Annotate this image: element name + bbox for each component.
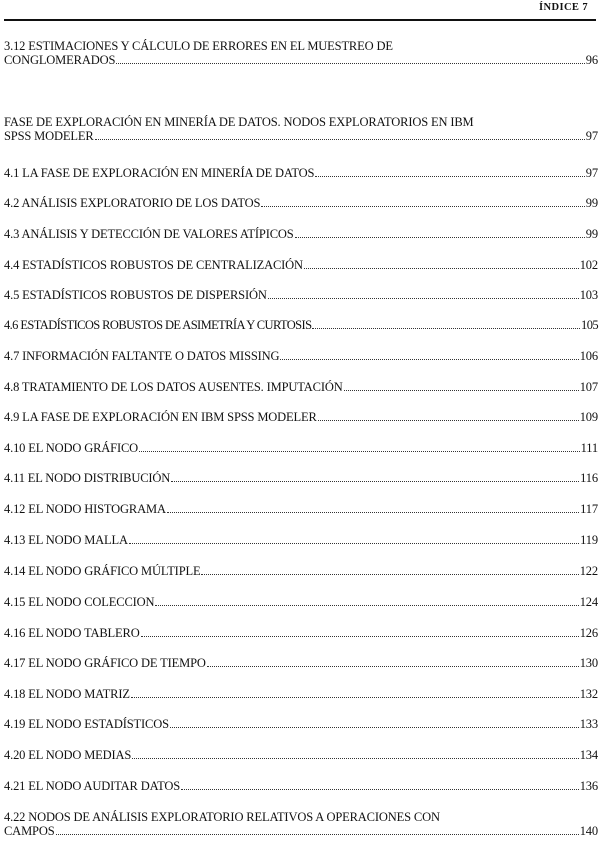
dot-leader <box>312 328 580 329</box>
dot-leader <box>344 390 579 391</box>
toc-entry <box>4 533 598 547</box>
toc-entry-title: SPSS MODELER <box>4 129 94 143</box>
toc-entry-title: 4.20 EL NODO MEDIAS <box>4 748 132 762</box>
toc-entry-page-number: 136 <box>579 779 598 793</box>
toc-entry <box>4 748 598 762</box>
toc-entry <box>4 441 598 455</box>
toc-entry-page-number: 99 <box>585 227 598 241</box>
toc-entry <box>4 166 598 180</box>
toc-entry <box>4 687 598 701</box>
dot-leader <box>129 543 579 544</box>
dot-leader <box>131 697 579 698</box>
toc-entry <box>4 196 598 210</box>
toc-entry-page-number: 126 <box>579 626 598 640</box>
toc-entry-page-number: 119 <box>580 533 598 547</box>
dot-leader <box>132 758 578 759</box>
toc-entry-title-line: 4.22 NODOS DE ANÁLISIS EXPLORATORIO RELATIVOS A OPERACIONES CON <box>4 810 440 824</box>
toc-entry <box>4 471 598 485</box>
toc-entry <box>4 115 598 143</box>
toc-entry-page-number: 106 <box>579 349 598 363</box>
toc-entry-title: 4.10 EL NODO GRÁFICO <box>4 441 139 455</box>
toc-entry-title: 4.3 ANÁLISIS Y DETECCIÓN DE VALORES ATÍPICOS <box>4 227 294 241</box>
toc-entry-title: 4.9 LA FASE DE EXPLORACIÓN EN IBM SPSS MODELER <box>4 410 317 424</box>
toc-entry-page-number: 105 <box>581 318 598 332</box>
toc-entry-title: 4.6 ESTADÍSTICOS ROBUSTOS DE ASIMETRÍA Y CURTOSIS <box>4 318 312 332</box>
toc-entry-title: 4.1 LA FASE DE EXPLORACIÓN EN MINERÍA DE DATOS <box>4 166 315 180</box>
dot-leader <box>304 268 579 269</box>
toc-entry-title: 4.2 ANÁLISIS EXPLORATORIO DE LOS DATOS <box>4 196 261 210</box>
toc-entry <box>4 227 598 241</box>
toc-entry-title-line: FASE DE EXPLORACIÓN EN MINERÍA DE DATOS. NODOS EXPLORATORIOS EN IBM <box>4 115 474 129</box>
toc-entry-title: 4.11 EL NODO DISTRIBUCIÓN <box>4 471 171 485</box>
toc-entry-page-number: 130 <box>579 656 598 670</box>
toc-entry-page-number: 96 <box>585 53 598 67</box>
toc-entry-title: 4.8 TRATAMIENTO DE LOS DATOS AUSENTES. IMPUTACIÓN <box>4 380 343 394</box>
toc-entry-page-number: 122 <box>579 564 598 578</box>
toc-entry <box>4 717 598 731</box>
toc-entry-title: 4.12 EL NODO HISTOGRAMA <box>4 502 166 516</box>
dot-leader <box>201 574 578 575</box>
toc-entry-page-number: 133 <box>579 717 598 731</box>
toc-entry-page-number: 140 <box>579 824 598 838</box>
dot-leader <box>141 636 579 637</box>
dot-leader <box>56 834 579 835</box>
toc-entry-title: CAMPOS <box>4 824 55 838</box>
toc-entry <box>4 349 598 363</box>
toc-entry-page-number: 116 <box>580 471 598 485</box>
toc-entry-title: CONGLOMERADOS <box>4 53 116 67</box>
toc-entry-page-number: 132 <box>579 687 598 701</box>
toc-entry-title: 4.14 EL NODO GRÁFICO MÚLTIPLE <box>4 564 201 578</box>
toc-entry-page-number: 134 <box>579 748 598 762</box>
dot-leader <box>167 512 579 513</box>
toc-entry <box>4 318 598 332</box>
dot-leader <box>280 359 578 360</box>
toc-entry-title: 4.7 INFORMACIÓN FALTANTE O DATOS MISSING <box>4 349 280 363</box>
page-header <box>4 2 596 21</box>
dot-leader <box>318 420 579 421</box>
toc-entry-page-number: 97 <box>585 166 598 180</box>
dot-leader <box>116 63 585 64</box>
toc-entry <box>4 39 598 67</box>
toc-entry-page-number: 99 <box>585 196 598 210</box>
toc-entry-title: 4.19 EL NODO ESTADÍSTICOS <box>4 717 169 731</box>
toc-entry-title: 4.4 ESTADÍSTICOS ROBUSTOS DE CENTRALIZACIÓN <box>4 258 303 272</box>
dot-leader <box>261 206 584 207</box>
dot-leader <box>315 176 584 177</box>
toc-entry-page-number: 124 <box>579 595 598 609</box>
toc-entry-title: 4.15 EL NODO COLECCION <box>4 595 155 609</box>
dot-leader <box>295 237 585 238</box>
header-text: ÍNDICE 7 <box>539 2 588 13</box>
dot-leader <box>207 666 579 667</box>
dot-leader <box>139 451 580 452</box>
toc-entry <box>4 502 598 516</box>
toc-entry-title: 4.17 EL NODO GRÁFICO DE TIEMPO <box>4 656 206 670</box>
toc-entry-title: 4.5 ESTADÍSTICOS ROBUSTOS DE DISPERSIÓN <box>4 288 267 302</box>
toc-entry <box>4 779 598 793</box>
dot-leader <box>95 139 585 140</box>
toc-entry-page-number: 111 <box>580 441 598 455</box>
dot-leader <box>181 789 579 790</box>
toc-entry-title: 4.18 EL NODO MATRIZ <box>4 687 130 701</box>
toc-entry <box>4 810 598 838</box>
toc-entry-title: 4.21 EL NODO AUDITAR DATOS <box>4 779 181 793</box>
toc-entry <box>4 380 598 394</box>
toc-entry <box>4 656 598 670</box>
toc-entry-page-number: 102 <box>579 258 598 272</box>
toc-entry <box>4 626 598 640</box>
toc-entry-page-number: 109 <box>579 410 598 424</box>
toc-entry-page-number: 117 <box>580 502 598 516</box>
dot-leader <box>171 481 579 482</box>
toc-entry <box>4 288 598 302</box>
toc-entry-title: 4.13 EL NODO MALLA <box>4 533 128 547</box>
toc-entry <box>4 595 598 609</box>
toc-entry-page-number: 103 <box>579 288 598 302</box>
toc-entry-page-number: 97 <box>585 129 598 143</box>
dot-leader <box>268 298 579 299</box>
toc-entry <box>4 564 598 578</box>
toc-entry-title: 4.16 EL NODO TABLERO <box>4 626 140 640</box>
toc-entry-page-number: 107 <box>579 380 598 394</box>
toc-entry <box>4 410 598 424</box>
dot-leader <box>155 605 578 606</box>
dot-leader <box>170 727 579 728</box>
toc-entry-title-line: 3.12 ESTIMACIONES Y CÁLCULO DE ERRORES EN EL MUESTREO DE <box>4 39 393 53</box>
toc-entry <box>4 258 598 272</box>
